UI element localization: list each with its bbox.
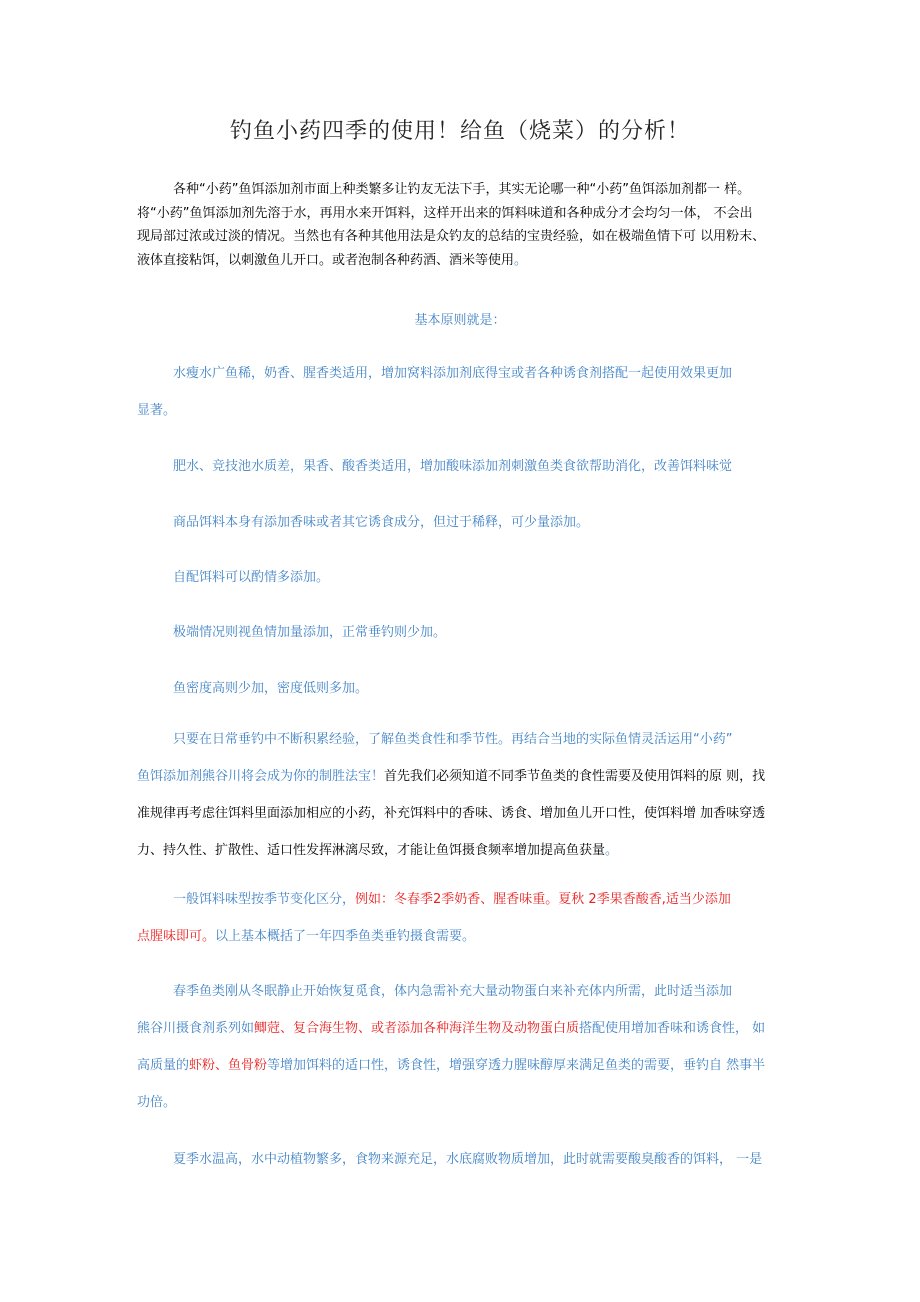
experience-paragraph (137, 721, 791, 869)
experience-line-2-blue: 鱼饵添加剂熊谷川将会成为你的制胜法宝！ (137, 769, 385, 784)
summer-paragraph (137, 1148, 827, 1167)
season-line-1-blue: 一般饵料味型按季节变化区分， (173, 892, 356, 907)
rule1-line-2: 显著。 (137, 403, 177, 418)
rule-paragraph-4: 自配饵料可以酌情多添加。 (173, 570, 330, 585)
spring-paragraph (137, 973, 791, 1121)
season-line-2-blue: 以上基本概括了一年四季鱼类垂钓摄食需要。 (215, 929, 476, 944)
intro-end-mark: 。 (514, 252, 528, 268)
intro-line-4: 液体直接粘饵，以刺激鱼儿开口。或者泡制各种药酒、酒米等使用 (137, 252, 515, 268)
spring-line-2-red: 鲫蒄、复合海生物、或者添加各种海洋生物及动物蛋白质 (254, 1021, 580, 1036)
spring-line-3-red: 虾粉、鱼骨粉 (189, 1058, 268, 1073)
rule-paragraph-3: 商品饵料本身有添加香味或者其它诱食成分，但过于稀释，可少量添加。 (173, 515, 590, 530)
spring-line-3-a: 高质量的 (137, 1058, 190, 1073)
season-line-1-red: 例如：冬春季2季奶香、腥香味重。夏秋 2季果香酸香,适当少添加 (355, 892, 731, 907)
season-paragraph (137, 881, 791, 955)
intro-line-3: 现局部过浓或过淡的情况。当然也有各种其他用法是众钓友的总结的宝贵经验，如在极端鱼情下可 以用粉末、 (137, 229, 766, 244)
summer-line-1: 夏季水温高，水中动植物繁多，食物来源充足，水底腐败物质增加，此时就需要酸臭酸香的饵料， 一是 (173, 1152, 763, 1167)
spring-line-2-a: 熊谷川摄食剂系列如 (137, 1021, 255, 1036)
rule-paragraph-2: 肥水、竞技池水质差，果香、酸香类适用，增加酸味添加剂刺激鱼类食欲帮助消化，改善饵料味觉 (173, 459, 733, 474)
spring-line-4: 功倍。 (137, 1095, 177, 1110)
intro-line-1: 各种“小药”鱼饵添加剂市面上种类繁多让钓友无法下手，其实无论哪一种“小药”鱼饵添加剂都一 样。 (173, 182, 751, 197)
spring-line-1: 春季鱼类刚从冬眠静止开始恢复觅食，体内急需补充大量动物蛋白来补充体内所需，此时适当添加 (173, 984, 733, 999)
experience-line-3: 准规律再考虑往饵料里面添加相应的小药，补充饵料中的香味、诱食、增加鱼儿开口性，使饵料增 加香味穿透 (137, 806, 766, 821)
principle-heading: 基本原则就是： (414, 313, 506, 328)
intro-line-2: 将“小药”鱼饵添加剂先溶于水，再用水来开饵料，这样开出来的饵料味道和各种成分才会均匀一体， 不会出 (137, 205, 753, 221)
rule1-line-1: 水瘦水广鱼稀，奶香、腥香类适用，增加窝料添加剂底得宝或者各种诱食剂搭配一起使用效果更加 (173, 366, 733, 381)
experience-line-1: 只要在日常垂钓中不断积累经验，了解鱼类食性和季节性。再结合当地的实际鱼情灵活运用“小药” (173, 732, 733, 747)
experience-line-2-black: 首先我们必须知道不同季节鱼类的食性需要及使用饵料的原 则，找 (384, 769, 766, 784)
spring-line-3-b: 等增加饵料的适口性，诱食性，增强穿透力腥味醇厚来满足鱼类的需要，垂钓自 然事半 (267, 1058, 766, 1073)
rule-paragraph-1 (137, 355, 791, 429)
rule-paragraph-6: 鱼密度高则少加，密度低则多加。 (173, 681, 369, 696)
spring-line-2-b: 搭配使用增加香味和诱食性， 如 (579, 1021, 766, 1036)
page-title: 钓鱼小药四季的使用！给鱼（烧菜）的分析！ (229, 119, 690, 144)
rule-paragraph-5: 极端情况则视鱼情加量添加，正常垂钓则少加。 (173, 625, 447, 640)
experience-line-4: 力、持久性、扩散性、适口性发挥淋漓尽致，才能让鱼饵摄食频率增加提高鱼获量 (137, 843, 606, 858)
intro-paragraph (137, 178, 827, 272)
season-line-2-red: 点腥味即可。 (137, 929, 216, 944)
experience-end-mark: 。 (605, 843, 619, 858)
